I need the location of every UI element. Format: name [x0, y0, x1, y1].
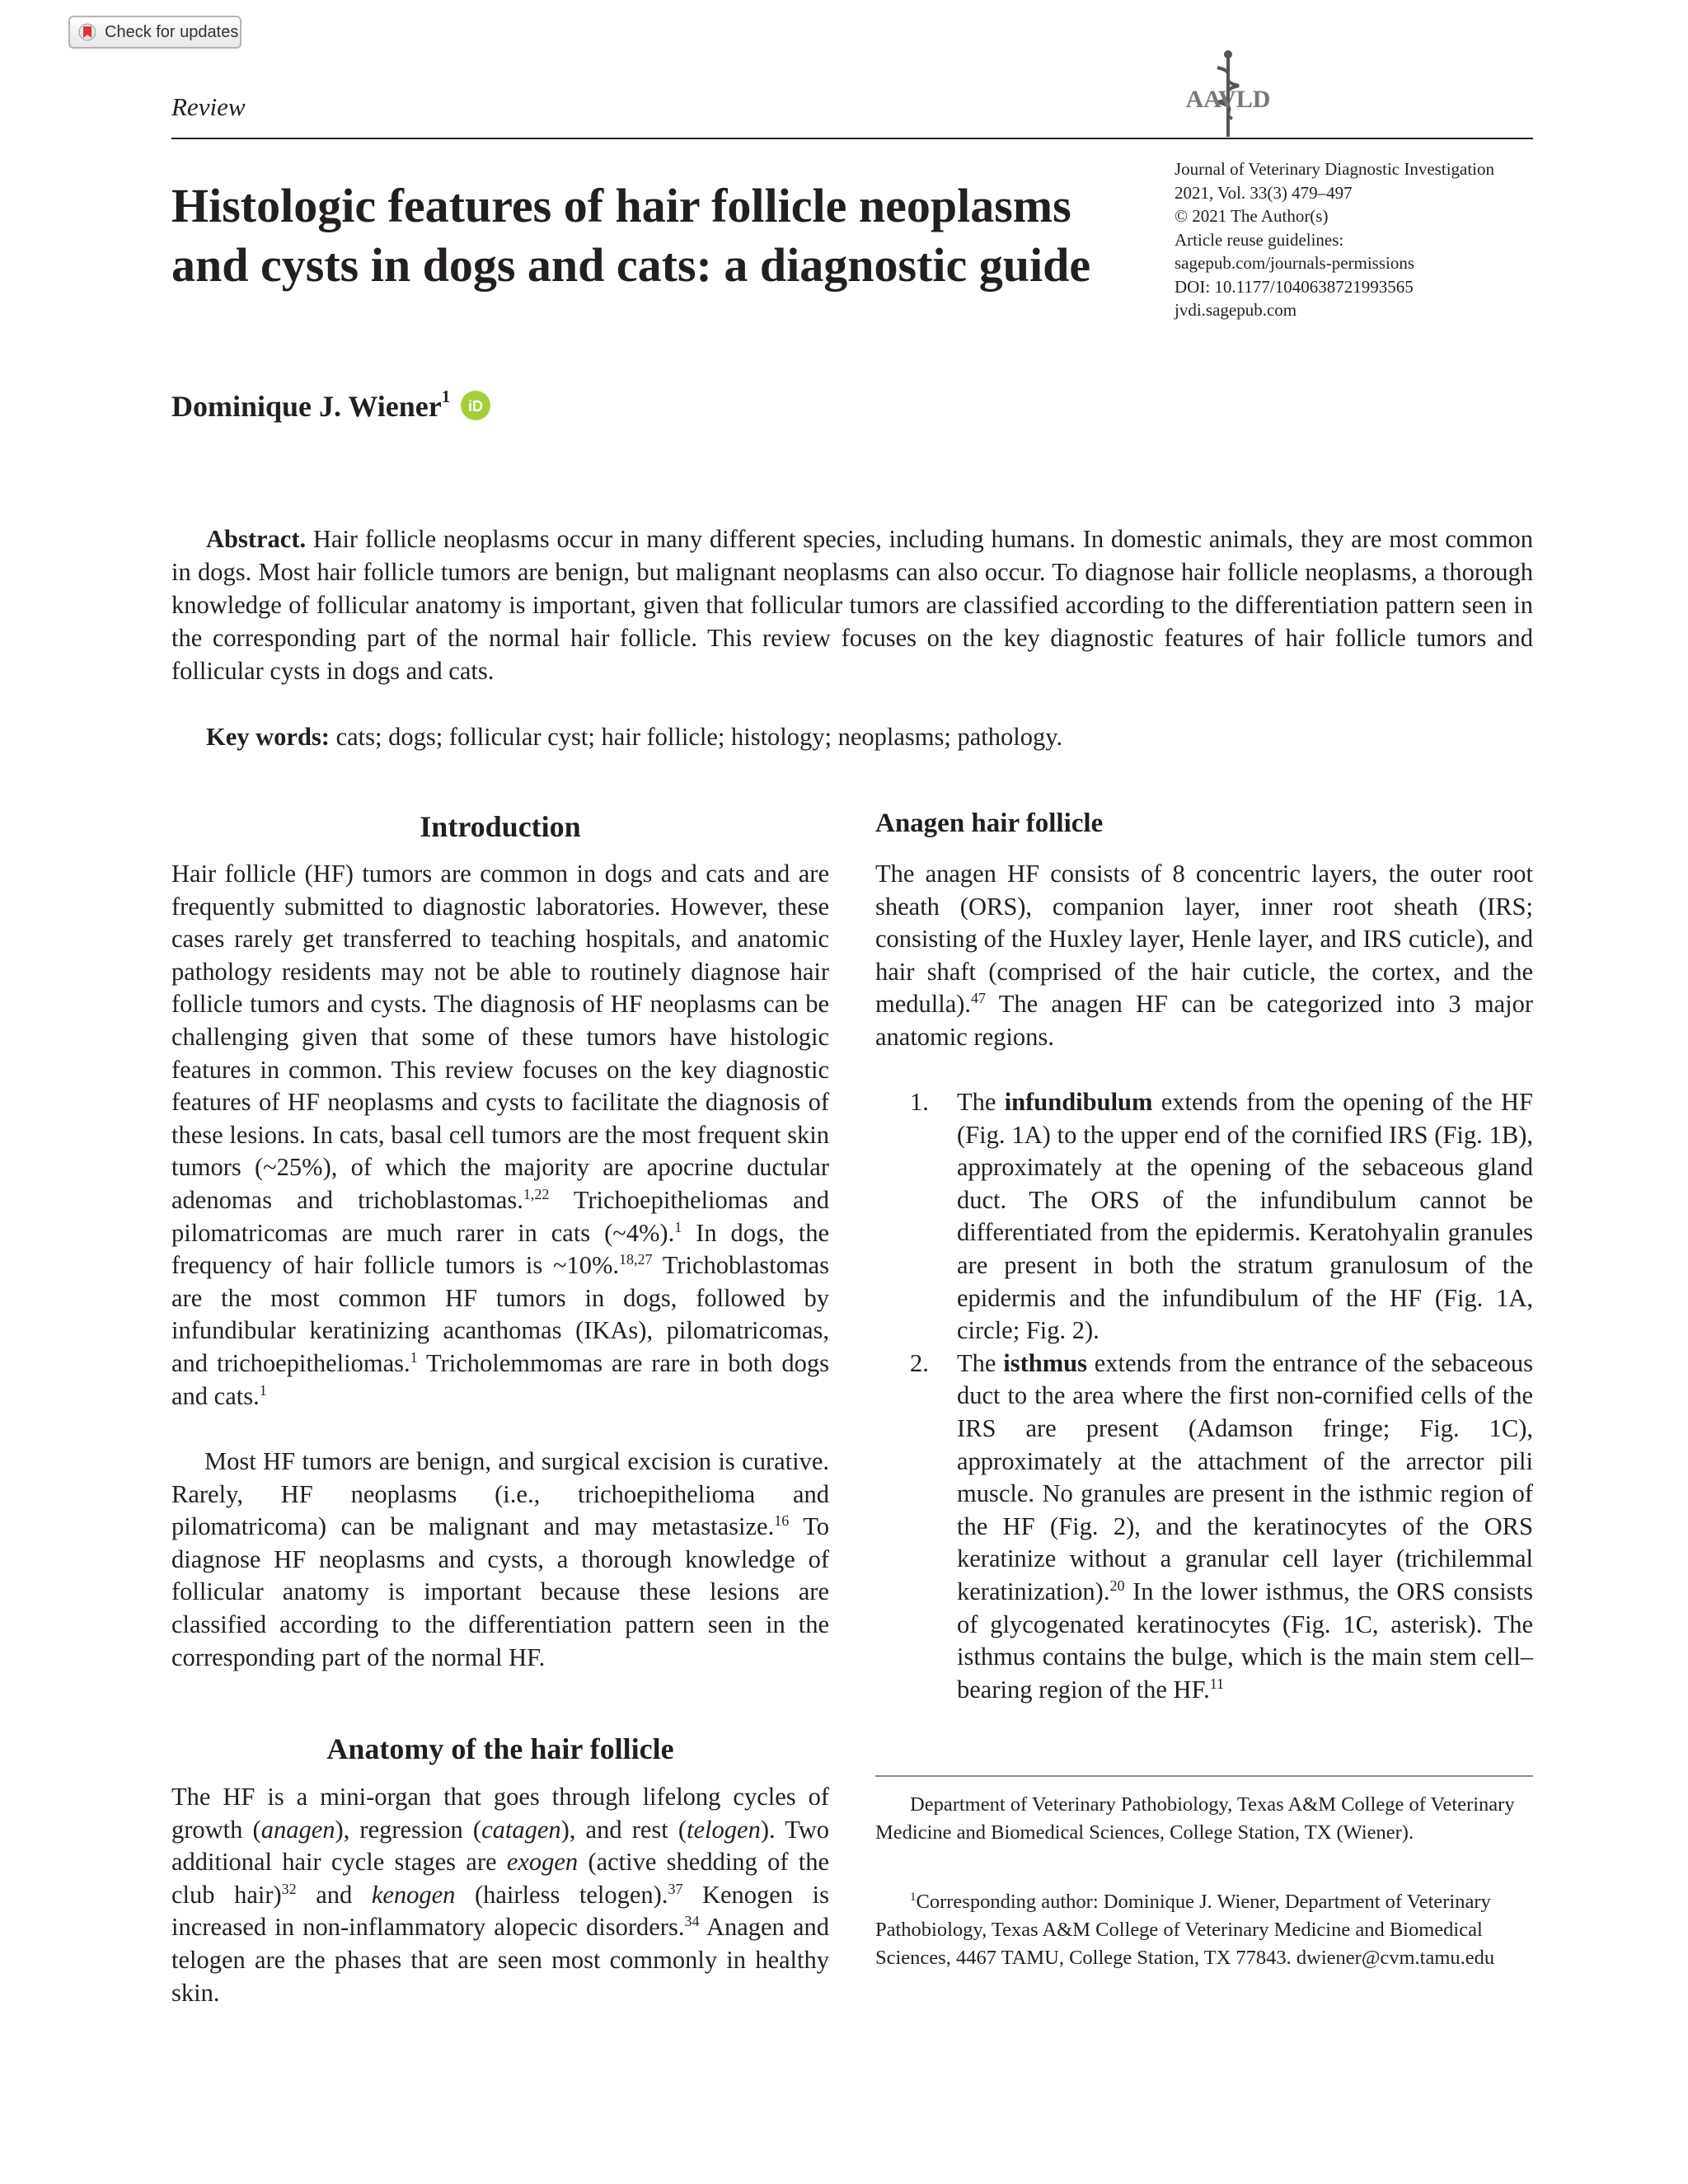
section-label: Review — [171, 92, 246, 121]
anatomic-regions-list — [875, 1086, 1533, 1706]
check-for-updates-button[interactable] — [68, 16, 241, 49]
heading-introduction: Introduction — [420, 810, 581, 843]
abstract-text: Hair follicle neoplasms occur in many different species, including humans. In domestic animals, they are most common in dogs. Most hair follicle tumors are benign, but malignant neoplasms can also occur. To diagnose hair follicle neoplasms, a thorough knowledge of follicular anatomy is important, given that follicular tumors are classified according to the differentiation pattern seen in the corresponding part of the normal hair follicle. This review focuses on the key diagnostic features of hair follicle tumors and follicular cysts in dogs and cats. — [171, 525, 1533, 685]
abstract-label: Abstract. — [206, 525, 307, 553]
title-line-2: and cysts in dogs and cats: a diagnostic guide — [171, 238, 1091, 292]
title-line-1: Histologic features of hair follicle neoplasms — [171, 179, 1071, 232]
intro-paragraph-1: Hair follicle (HF) tumors are common in dogs and cats and are frequently submitted to diagnostic laboratories. However, these cases rarely get transferred to teaching hospitals, and anatomic pathology residents may not be able to routinely diagnose hair follicle tumors and cysts. The diagnosis of HF neoplasms can be challenging given that some of these tumors have histologic features in common. This review focuses on the key diagnostic features of HF neoplasms and cysts to facilitate the diagnosis of these lesions. In cats, basal cell tumors are the most frequent skin tumors (~25%), of which the majority are apocrine ductular adenomas and trichoblastomas.$^{1,22}$ Trichoepitheliomas and pilomatricomas are much rarer in cats (~4%).$^1$ In dogs, the frequency of hair follicle tumors is ~10%.$^{18,27}$ Trichoblastomas are the most common HF tumors in dogs, followed by infundibular keratinizing acanthomas (IKAs), pilomatricomas, and trichoepitheliomas.$^1$ Tricholemmomas are rare in both dogs and cats.$^1$ — [171, 860, 830, 1410]
journal-name: Journal of Veterinary Diagnostic Investigation — [1175, 159, 1495, 179]
anagen-paragraph-1: The anagen HF consists of 8 concentric layers, the outer root sheath (ORS), companion layer, inner root sheath (IRS; consisting of the Huxley layer, Henle layer, and IRS cuticle), and hair shaft (comprised of the hair cuticle, the cortex, and the medulla).$^{47}$ The anagen HF can be categorized into 3 major anatomic regions. — [875, 860, 1533, 1051]
article-title — [171, 176, 1160, 295]
list-item-infundibulum: 1. The infundibulum extends from the opening of the HF (Fig. 1A) to the upper end of the cornified IRS (Fig. 1B), approximately at the opening of the sebaceous gland duct. The ORS of the infundibulum cannot be differentiated from the epidermis. Keratohyalin granules are present in both the stratum granulosum of the epidermis and the infundibulum of the HF (Fig. 1A, circle; Fig. 2). — [910, 1088, 1533, 1345]
author-line — [171, 389, 490, 424]
crossmark-icon — [78, 23, 96, 41]
author-name: Dominique J. Wiener — [171, 390, 442, 423]
keywords-text: cats; dogs; follicular cyst; hair follicle; histology; neoplasms; pathology. — [335, 723, 1063, 751]
abstract — [171, 523, 1533, 687]
keywords-label: Key words: — [206, 723, 330, 751]
affiliation-footnote: Department of Veterinary Pathobiology, Texas A&M College of Veterinary Medicine and Biomedical Sciences, College Station, TX (Wiener). — [875, 1793, 1515, 1844]
journal-meta — [1175, 157, 1494, 322]
copyright: © 2021 The Author(s) — [1175, 206, 1329, 226]
list-item-isthmus: 2. The isthmus extends from the entrance of the sebaceous duct to the area where the first non-cornified cells of the IRS are present (Adamson fringe; Fig. 1C), approximately at the attachment of the arrector pili muscle. No granules are present in the isthmic region of the HF (Fig. 2), and the keratinocytes of the ORS keratinize without a granular cell layer (trichilemmal keratinization).$^{20}$ In the lower isthmus, the ORS consists of glycogenated keratinocytes (Fig. 1C, asterisk). The isthmus contains the bulge, which is the main stem cell–bearing region of the HF.$^{11}$ — [910, 1348, 1533, 1704]
logo-text: AAVLD — [1185, 86, 1271, 113]
doi[interactable]: DOI: 10.1177/1040638721993565 — [1175, 276, 1414, 297]
header-rule — [171, 138, 1533, 139]
keywords — [206, 720, 1062, 753]
check-for-updates-label: Check for updates — [105, 22, 239, 41]
footnote-rule — [875, 1775, 1533, 1777]
journal-volume: 2021, Vol. 33(3) 479–497 — [1175, 182, 1353, 203]
reuse-guidelines: Article reuse guidelines: — [1175, 229, 1344, 250]
corresponding-author-footnote: $^1$Corresponding author: Dominique J. Wiener, Department of Veterinary Pathobiology, Texas A&M College of Veterinary Medicine and Biomedical Sciences, 4467 TAMU, College Station, TX 77843. dwiener@cvm.tamu.edu — [875, 1890, 1495, 1969]
anatomy-paragraph-1: The HF is a mini-organ that goes through lifelong cycles of growth (anagen), regression (catagen), and rest (telogen). Two additional hair cycle stages are exogen (active shedding of the club hair)$^{32}$ and kenogen (hairless telogen).$^{37}$ Kenogen is increased in non-inflammatory alopecic disorders.$^{34}$ Anagen and telogen are the phases that are seen most commonly in healthy skin. — [171, 1783, 830, 2007]
svg-text:iD: iD — [468, 398, 484, 415]
heading-anatomy: Anatomy of the hair follicle — [326, 1732, 674, 1765]
author-affil-mark: 1 — [441, 387, 451, 406]
heading-anagen-hair-follicle: Anagen hair follicle — [875, 808, 1104, 838]
reuse-link[interactable]: sagepub.com/journals-permissions — [1175, 253, 1415, 273]
journal-site[interactable]: jvdi.sagepub.com — [1175, 300, 1297, 320]
orcid-icon[interactable] — [461, 391, 490, 420]
aavld-logo — [1175, 49, 1282, 140]
intro-paragraph-2: Most HF tumors are benign, and surgical excision is curative. Rarely, HF neoplasms (i.e., trichoepithelioma and pilomatricoma) can be malignant and may metastasize.$^{16}$ To diagnose HF neoplasms and cysts, a thorough knowledge of follicular anatomy is important because these lesions are classified according to the differentiation pattern seen in the corresponding part of the normal HF. — [171, 1447, 829, 1671]
